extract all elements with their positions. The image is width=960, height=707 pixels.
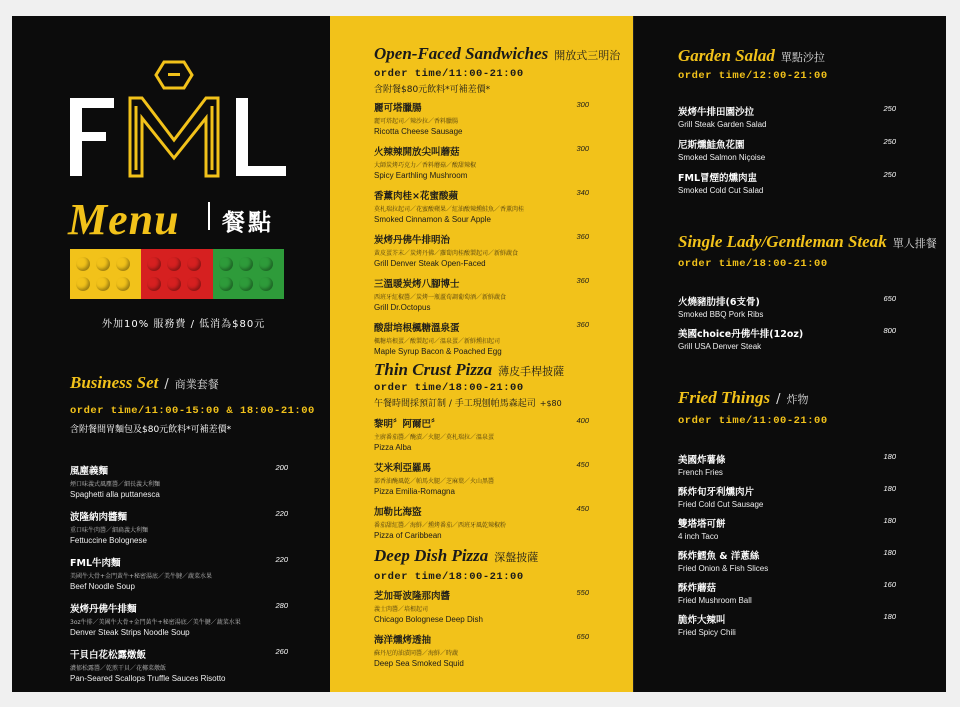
menu-item-price: 180 <box>883 612 896 621</box>
menu-item <box>374 504 589 540</box>
menu-item-name-en: Pan-Seared Scallops Truffle Sauces Risotto <box>70 674 226 683</box>
menu-item-name-en: Smoked Cold Cut Salad <box>678 186 764 195</box>
menu-item <box>678 484 896 509</box>
menu-item-price: 550 <box>576 588 589 597</box>
menu-item-price: 650 <box>883 294 896 303</box>
menu-item-name-en: Fried Mushroom Ball <box>678 596 752 605</box>
thin-crust-note-surcharge: +$80 <box>539 399 562 408</box>
menu-item-name-zh: 酸甜培根楓糖溫泉蛋 <box>374 323 460 334</box>
menu-item <box>678 326 896 351</box>
menu-item-price: 280 <box>275 601 288 610</box>
menu-item-name-en: Grill USA Denver Steak <box>678 342 762 351</box>
menu-item-name-en: French Fries <box>678 468 723 477</box>
menu-item-price: 250 <box>883 170 896 179</box>
menu-item-name-en: Grill Steak Garden Salad <box>678 120 767 129</box>
menu-heading: Menu <box>68 195 180 244</box>
thin-crust-title <box>374 360 564 380</box>
thin-crust-title-cn: 薄皮手桿披薩 <box>498 365 565 378</box>
menu-item-price: 400 <box>576 416 589 425</box>
menu-item-name-zh: 黎明〞阿爾巴〞 <box>374 419 441 430</box>
menu-item-price: 250 <box>883 137 896 146</box>
menu-item-name-zh: 酥炸蘑菇 <box>678 583 717 594</box>
fried-things-title-cn: 炸物 <box>786 393 809 406</box>
title-separator: / <box>164 377 169 392</box>
menu-item-name-zh: 炭烤丹佛牛排明治 <box>374 235 451 246</box>
yellow-brick <box>70 249 141 299</box>
menu-item-name-zh: 酥炸鱈魚 & 洋蔥絲 <box>678 551 760 562</box>
open-faced-title-en: Open-Faced Sandwiches <box>374 44 549 63</box>
open-faced-list <box>374 100 589 356</box>
menu-item-name-en: Fried Onion & Fish Slices <box>678 564 769 573</box>
menu-item-name-zh: 尼斯燻鮭魚花園 <box>678 140 745 151</box>
deep-dish-order-time: order time/18:00-21:00 <box>374 571 524 583</box>
open-faced-order-time: order time/11:00-21:00 <box>374 68 524 80</box>
menu-item-name-en: Chicago Bolognese Deep Dish <box>374 615 483 624</box>
menu-item-price: 650 <box>576 632 589 641</box>
menu-item-name-zh: 風塵義麵 <box>70 466 109 477</box>
menu-item-name-en: Denver Steak Strips Noodle Soup <box>70 628 190 637</box>
menu-item-ingredients: 莫札瑞拉起司／花蜜酸蘋果／紅油酸辣燻鮭魚／香薰肉桂 <box>374 206 525 213</box>
menu-item-name-zh: 火燒豬肋排(6支骨) <box>678 297 760 308</box>
menu-item-price: 180 <box>883 484 896 493</box>
menu-item-ingredients: 部香油醃風乾／帕馬火腿／芝麻葉／火山黑醬 <box>374 478 495 485</box>
menu-item-name-en: Smoked BBQ Pork Ribs <box>678 310 764 319</box>
menu-item <box>70 555 288 591</box>
menu-item-name-zh: 炭烤丹佛牛排麵 <box>70 604 137 615</box>
business-set-list <box>70 463 288 683</box>
menu-item-name-en: Pizza of Caribbean <box>374 531 442 540</box>
menu-item-price: 250 <box>883 104 896 113</box>
menu-item-name-zh: 雙塔塔可餅 <box>678 519 726 530</box>
menu-item <box>374 232 589 268</box>
menu-item <box>678 548 896 573</box>
menu-item-price: 360 <box>576 232 589 241</box>
menu-item-name-zh: 火辣辣開放尖叫蘑菇 <box>374 147 460 158</box>
garden-salad-title-cn: 單點沙拉 <box>780 51 825 64</box>
menu-item-name-en: Fettuccine Bolognese <box>70 536 147 545</box>
menu-item-ingredients: 濃郁松露醬／乾煎干貝／花椰菜燉飯 <box>70 665 167 672</box>
garden-salad-title-en: Garden Salad <box>678 46 775 65</box>
menu-item-name-en: Smoked Cinnamon & Sour Apple <box>374 215 491 224</box>
menu-item <box>374 144 589 180</box>
green-brick <box>213 249 284 299</box>
menu-item-name-en: Spicy Earthling Mushroom <box>374 171 468 180</box>
right-column <box>633 16 946 692</box>
menu-item <box>374 100 589 136</box>
menu-item-name-zh: 麗可塔臘腸 <box>374 103 422 114</box>
menu-item-ingredients: 麗可塔起司／辣沙拉／香料臘腸 <box>374 118 459 125</box>
menu-item <box>678 452 896 477</box>
menu-board <box>12 16 946 692</box>
fml-logo <box>70 60 310 180</box>
menu-item-price: 200 <box>275 463 288 472</box>
menu-item-name-en: Grill Denver Steak Open-Faced <box>374 259 486 268</box>
business-set-note: 含附餐間胃麵包及$80元飲料*可補差價* <box>70 425 232 435</box>
menu-item-ingredients: 美國牛大骨+金門黃牛+秘密湯底／美牛腱／蔬菜水果 <box>70 573 213 580</box>
menu-item-price: 160 <box>883 580 896 589</box>
menu-item <box>374 460 589 496</box>
single-steak-title <box>678 232 937 252</box>
thin-crust-note <box>374 396 562 409</box>
fried-things-title-en: Fried Things <box>678 388 771 407</box>
thin-crust-order-time: order time/18:00-21:00 <box>374 382 524 394</box>
menu-item-price: 220 <box>275 509 288 518</box>
menu-item-ingredients: 大師炭烤巧克力／香料蘑菇／酸甜辣椒 <box>374 162 477 169</box>
deep-dish-title <box>374 546 538 566</box>
menu-item-price: 450 <box>576 460 589 469</box>
menu-item-name-zh: 波隆納肉醬麵 <box>70 512 128 523</box>
menu-item-price: 800 <box>883 326 896 335</box>
red-brick <box>141 249 212 299</box>
thin-crust-title-en: Thin Crust Pizza <box>374 360 493 379</box>
menu-item-ingredients: 重口味牛肉醬／細扁義大利麵 <box>70 527 149 534</box>
menu-item-name-zh: 芝加哥波隆那肉醬 <box>374 591 451 602</box>
menu-item-name-en: Pizza Alba <box>374 443 412 452</box>
title-separator: / <box>776 392 781 407</box>
business-set-title-en: Business Set <box>70 373 159 392</box>
garden-salad-title <box>678 46 825 66</box>
lego-bricks <box>70 249 284 299</box>
menu-item-name-en: 4 inch Taco <box>678 532 719 541</box>
menu-item <box>70 601 288 637</box>
left-column <box>12 16 330 692</box>
menu-item-price: 340 <box>576 188 589 197</box>
menu-item-name-zh: 炭烤牛排田園沙拉 <box>678 107 755 118</box>
menu-item-price: 180 <box>883 452 896 461</box>
menu-item-ingredients: 義士肉醬／培根起司 <box>374 606 429 613</box>
menu-item-name-zh: FML牛肉麵 <box>70 558 121 569</box>
menu-item-price: 180 <box>883 516 896 525</box>
menu-item-name-zh: 美國炸薯條 <box>678 455 726 466</box>
menu-item-price: 180 <box>883 548 896 557</box>
menu-item-name-zh: 三溫暖炭烤八腳博士 <box>374 279 460 290</box>
menu-item <box>678 580 896 605</box>
menu-item-name-en: Deep Sea Smoked Squid <box>374 659 464 668</box>
single-steak-order-time: order time/18:00-21:00 <box>678 258 828 270</box>
menu-item-name-en: Fried Cold Cut Sausage <box>678 500 764 509</box>
menu-item-ingredients: 主廚番茄醬／醃漬／火腿／莫札瑞拉／溫泉蛋 <box>374 434 495 441</box>
menu-item <box>678 104 896 129</box>
menu-item-name-en: Maple Syrup Bacon & Poached Egg <box>374 347 502 356</box>
menu-item-name-zh: 加勒比海盜 <box>374 507 422 518</box>
menu-item <box>70 647 288 683</box>
menu-item-price: 220 <box>275 555 288 564</box>
menu-divider <box>208 202 210 230</box>
business-set-order-time: order time/11:00-15:00 & 18:00-21:00 <box>70 405 315 417</box>
menu-item-ingredients: 蘇丹尼的油漬同醬／海鮮／時蔬 <box>374 650 459 657</box>
menu-item-name-en: Smoked Salmon Niçoise <box>678 153 766 162</box>
single-steak-title-cn: 單人排餐 <box>892 237 937 250</box>
menu-item <box>374 276 589 312</box>
menu-item-price: 360 <box>576 320 589 329</box>
menu-item-ingredients: 黃皮蛋芥末／炭烤丹佛／蘿蔔肉桂酸製起司／新鮮蔬食 <box>374 250 519 257</box>
menu-item <box>374 188 589 224</box>
garden-salad-order-time: order time/12:00-21:00 <box>678 70 828 82</box>
garden-salad-list <box>678 104 896 195</box>
menu-item <box>374 588 589 624</box>
menu-item-price: 300 <box>576 100 589 109</box>
thin-crust-note-text: 午餐時間採預訂制 / 手工現刨帕馬森起司 <box>374 399 536 409</box>
menu-item <box>70 509 288 545</box>
menu-item <box>678 294 896 319</box>
single-steak-title-en: Single Lady/Gentleman Steak <box>678 232 887 251</box>
menu-item-name-zh: 海洋燻烤透抽 <box>374 635 432 646</box>
menu-item-name-en: Grill Dr.Octopus <box>374 303 431 312</box>
menu-item-ingredients: 3oz牛排／美國牛大骨+金門黃牛+秘密湯底／美牛腱／蔬菜水果 <box>70 619 241 626</box>
menu-item-ingredients: 西班牙紅椒醬／炭烤一瓶蘆荀調葡萄酒／新鮮蔬食 <box>374 294 507 301</box>
business-set-title-cn: 商業套餐 <box>174 378 219 391</box>
open-faced-title-cn: 開放式三明治 <box>554 49 621 62</box>
fried-things-list <box>678 452 896 637</box>
menu-item-price: 260 <box>275 647 288 656</box>
menu-item-name-zh: 美國choice丹佛牛排(12oz) <box>678 329 804 340</box>
menu-item-name-en: Fried Spicy Chili <box>678 628 736 637</box>
menu-item-name-zh: 干貝白花松露燉飯 <box>70 650 147 661</box>
menu-heading-cn: 餐點 <box>222 210 274 236</box>
business-set-title <box>70 373 219 393</box>
menu-item <box>678 137 896 162</box>
menu-item-name-en: Beef Noodle Soup <box>70 582 135 591</box>
menu-item-ingredients: 煙口味義式風塵醬／細長義大利麵 <box>70 481 161 488</box>
menu-item-name-zh: 脆炸大辣叫 <box>678 615 726 626</box>
menu-item <box>678 170 896 195</box>
deep-dish-title-cn: 深盤披薩 <box>494 551 539 564</box>
menu-item <box>678 516 896 541</box>
menu-item-name-zh: FML冒煙的燻肉盅 <box>678 173 757 184</box>
service-charge-note: 外加10% 服務費 / 低消為$80元 <box>102 319 266 330</box>
menu-item-name-zh: 酥炸旬牙利燻肉片 <box>678 487 755 498</box>
middle-column <box>330 16 633 692</box>
thin-crust-list <box>374 416 589 540</box>
open-faced-title <box>374 44 620 64</box>
single-steak-list <box>678 294 896 351</box>
menu-item-name-en: Ricotta Cheese Sausage <box>374 127 463 136</box>
deep-dish-list <box>374 588 589 668</box>
menu-item <box>374 632 589 668</box>
menu-item-price: 450 <box>576 504 589 513</box>
menu-item <box>374 320 589 356</box>
open-faced-note: 含附餐$80元飲料*可補差價* <box>374 85 491 95</box>
menu-item <box>678 612 896 637</box>
menu-item-name-zh: 艾米利亞羅馬 <box>374 463 432 474</box>
fried-things-order-time: order time/11:00-21:00 <box>678 415 828 427</box>
menu-item-ingredients: 番茄甜紅醬／海鮮／燻烤番茄／西班牙風乾辣椒粉 <box>374 522 507 529</box>
menu-item-price: 300 <box>576 144 589 153</box>
deep-dish-title-en: Deep Dish Pizza <box>374 546 489 565</box>
menu-item <box>374 416 589 452</box>
menu-item-name-zh: 香薰肉桂×花蜜酸蘋 <box>374 191 458 202</box>
menu-item-name-en: Spaghetti alla puttanesca <box>70 490 160 499</box>
menu-item-name-en: Pizza Emilia-Romagna <box>374 487 455 496</box>
menu-item-ingredients: 楓糖培根蛋／酸製起司／溫泉蛋／新鮮燻扣起司 <box>374 338 501 345</box>
fried-things-title <box>678 388 809 408</box>
menu-item <box>70 463 288 499</box>
menu-item-price: 360 <box>576 276 589 285</box>
